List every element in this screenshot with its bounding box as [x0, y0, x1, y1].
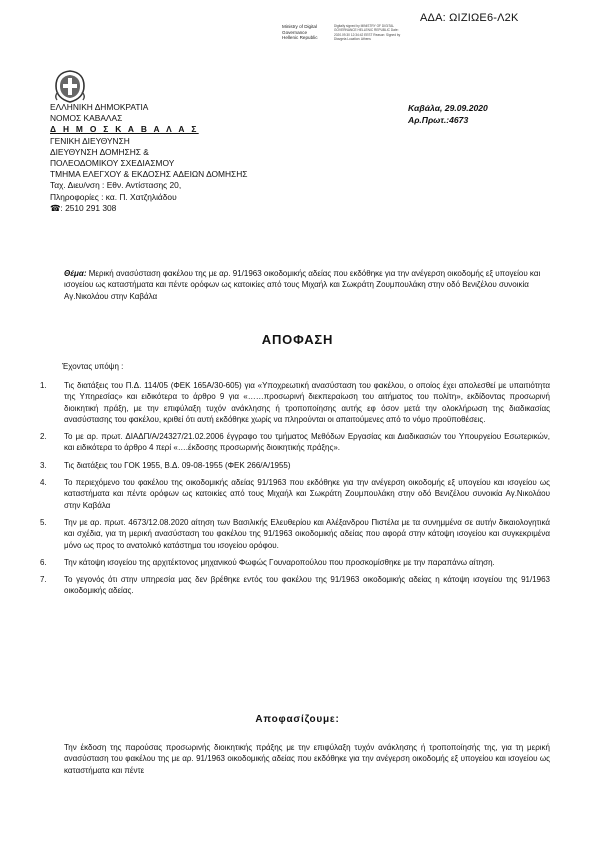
list-item — [40, 477, 550, 511]
greek-coat-of-arms-icon — [50, 66, 90, 106]
list-item-number: 3. — [40, 460, 47, 470]
subject-paragraph — [64, 268, 544, 302]
subject-label: Θέμα: — [64, 269, 87, 278]
header-line: ΓΕΝΙΚΗ ΔΙΕΥΘΥΝΣΗ — [50, 135, 130, 146]
signature-line: Hellenic Republic — [282, 35, 318, 41]
header-line: ΝΟΜΟΣ ΚΑΒΑΛΑΣ — [50, 113, 123, 124]
document-title: ΑΠΟΦΑΣΗ — [261, 332, 334, 347]
header-line: ΤΜΗΜΑ ΕΛΕΓΧΟΥ & ΕΚΔΟΣΗΣ ΑΔΕΙΩΝ ΔΟΜΗΣΗΣ — [50, 169, 248, 180]
list-item-number: 7. — [40, 575, 47, 585]
list-item — [40, 431, 550, 454]
subject-text: Μερική ανασύσταση φακέλου της με αρ. 91/1963 οικοδομικής αδείας που εκδόθηκε για την ανέγερση οικοδομής εξ υπογείου και ισογείου ως καταστήματα και πέντε ορόφων ως κατοικίες από τους Μιχαήλ και Σωκράτη Ζουμπουλάκη στην οδό Βενιζέλου συνοικία Αγ.Νικολάου στην Καβάλα — [64, 269, 541, 301]
having-regard-label: Έχοντας υπόψη : — [62, 362, 124, 371]
list-item — [40, 557, 550, 568]
list-item-number: 5. — [40, 517, 47, 527]
list-item-number: 6. — [40, 557, 47, 567]
issuer-header — [50, 102, 310, 214]
considerations-list — [40, 380, 550, 603]
signature-line: Governance — [282, 29, 308, 35]
list-item-text: Το γεγονός ότι στην υπηρεσία μας δεν βρέθηκε εντός του φακέλου της 91/1963 οικοδομικής αδείας η κάτοψη ισογείου της 91/1963 οικοδομικής αδείας. — [64, 575, 550, 596]
header-line: ΠΟΛΕΟΔΟΜΙΚΟΥ ΣΧΕΔΙΑΣΜΟΥ — [50, 158, 175, 169]
list-item-text: Το περιεχόμενο του φακέλου της οικοδομικής αδείας 91/1963 που εκδόθηκε για την ανέγερση οικοδομής εξ υπογείου και ισογείου ως καταστήματα και πέντε ορόφων ως κατοικίες από τους Μιχαήλ και Σωκράτη Ζουμπουλάκη στην οδό Βενιζέλου συνοικία Αγ.Νικολάου στην Καβάλα — [64, 478, 550, 510]
decision-paragraph: Την έκδοση της παρούσας προσωρινής διοικητικής πράξης με την επιφύλαξη τυχόν ανάκλησης ή τροποποίησής της, για τη μερική ανασύσταση του φακέλου της με αρ. 91/1963 οικοδομικής αδείας που εκδόθηκε για την ανέγερση οικοδομής εξ υπογείου και ισογείου ως καταστήματα και πέντε — [64, 743, 550, 775]
ada-code: ΑΔΑ: ΩΙΖΙΩΕ6-Λ2Κ — [420, 12, 519, 24]
municipality-name: Δ Η Μ Ο Σ Κ Α Β Α Λ Α Σ — [50, 124, 199, 135]
protocol-number: Αρ.Πρωτ.:4673 — [408, 115, 469, 125]
list-item — [40, 460, 550, 471]
list-item — [40, 517, 550, 551]
header-line: ΔΙΕΥΘΥΝΣΗ ΔΟΜΗΣΗΣ & — [50, 146, 149, 157]
list-item-text: Την κάτοψη ισογείου της αρχιτέκτονος μηχανικού Φωφώς Γουναροπούλου που προσκομίσθηκε με την παραπάνω αίτηση. — [64, 557, 495, 567]
list-item-number: 4. — [40, 478, 47, 488]
info-line: Πληροφορίες : κα. Π. Χατζηλιάδου — [50, 191, 177, 202]
header-line: ΕΛΛΗΝΙΚΗ ΔΗΜΟΚΡΑΤΙΑ — [50, 102, 149, 112]
list-item-text: Την με αρ. πρωτ. 4673/12.08.2020 αίτηση των Βασιλικής Ελευθερίου και Αλέξανδρου Πιστέλα με τα συνημμένα σε αυτήν δικαιολογητικά και σχέδια, για τη μερική ανασύσταση του φακέλου της 91/1963 οικοδομικής αδείας που αφορά στην κάτοψη ισογείου και συγκεκριμένα μόνο ως προς το ανατολικό κατάστημα του ισογείου ορόφου. — [64, 517, 550, 550]
list-item — [40, 380, 550, 425]
signature-block — [282, 24, 318, 41]
signature-line: Ministry of Digital — [282, 24, 317, 29]
decision-heading: Αποφασίζουμε: — [255, 714, 340, 725]
list-item-number: 1. — [40, 381, 47, 390]
list-item-number: 2. — [40, 432, 47, 442]
list-item-text: Τις διατάξεις του Π.Δ. 114/05 (ΦΕΚ 165Α/30-605) για «Υποχρεωτική ανασύσταση του φακέλου, ο οποίος έχει απολεσθεί με υπαιτιότητα της Υπηρεσίας» και ειδικότερα το άρθρο 9 για «……προσωρινή διεκπεραίωση του αιτήματος του πολίτη», εκδίδοντας προσωρινή διοικητική πράξη, με την επιφύλαξη τυχόν ανάκλησης ή τροποποίησης αυτής εφ όσον μετά την ολοκλήρωση της διαδικασίας ανασύστασης του φακέλου, κριθεί ότι αυτή εκδόθηκε χωρίς να πληρούνται οι απαιτούμενες από το νόμο προϋποθέσεις. — [64, 381, 550, 424]
phone-line: ☎: 2510 291 308 — [50, 202, 117, 213]
digital-signature-text: Digitally signed by MINISTRY OF DIGITAL GOVERNANCE HELLENIC REPUBLIC Date: 2020.09.30 12:34:42 EEST Reason: Signed by Diavgeia Location: Athens — [334, 24, 401, 42]
place-date: Καβάλα, 29.09.2020 — [408, 103, 488, 113]
list-item-text: Τις διατάξεις του ΓΟΚ 1955, Β.Δ. 09-08-1955 (ΦΕΚ 266/Α/1955) — [64, 460, 291, 470]
date-protocol-block — [408, 102, 488, 126]
list-item-text: Το με αρ. πρωτ. ΔΙΑΔΠ/Α/24327/21.02.2006 έγγραφο του τμήματος Μεθόδων Εργασίας και Διαδικασιών του Υπουργείου Εσωτερικών, και ειδικότερα το άρθρο 4 περί «….έκδοσης προσωρινής διοικητικής πράξης». — [64, 432, 550, 453]
address-line: Ταχ. Διευ/νση : Εθν. Αντίστασης 20, — [50, 180, 182, 191]
list-item — [40, 574, 550, 597]
